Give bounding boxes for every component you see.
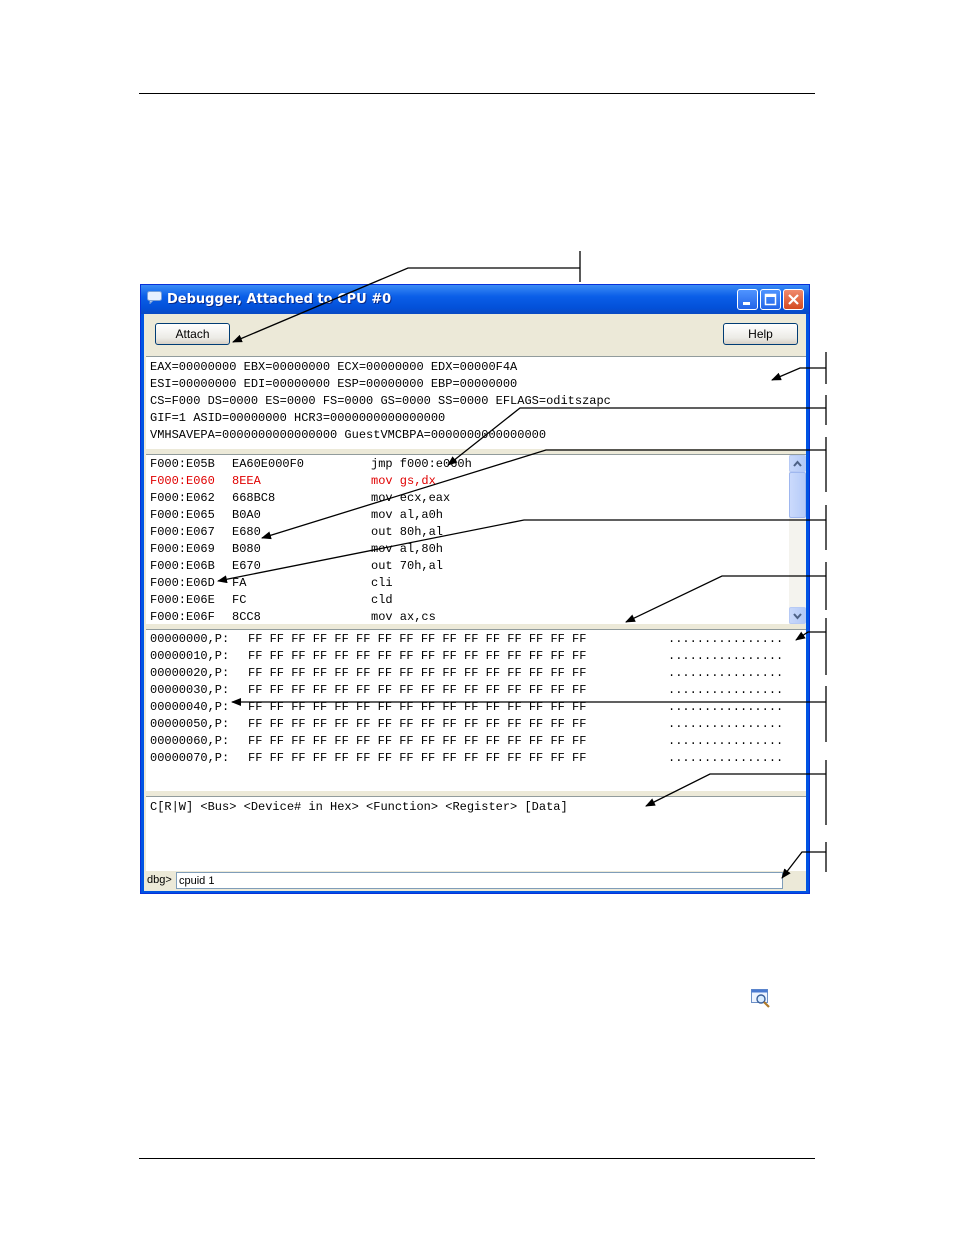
- maximize-button[interactable]: [760, 289, 781, 310]
- find-icon: [751, 989, 771, 1008]
- disassembly-bytes: 8CC8: [232, 610, 261, 624]
- memory-bytes: FF FF FF FF FF FF FF FF FF FF FF FF FF FF FF FF: [248, 700, 587, 714]
- disassembly-instruction: cld: [371, 593, 393, 607]
- memory-ascii: ................: [668, 683, 784, 697]
- disassembly-instruction: mov gs,dx: [371, 474, 436, 488]
- close-icon: [784, 290, 803, 309]
- memory-address: 00000010,P:: [150, 649, 230, 663]
- help-button[interactable]: Help: [723, 323, 798, 345]
- memory-address: 00000000,P:: [150, 632, 230, 646]
- disassembly-bytes: B0A0: [232, 508, 261, 522]
- disassembly-bytes: FC: [232, 593, 247, 607]
- memory-ascii: ................: [668, 632, 784, 646]
- scroll-down-button[interactable]: [789, 607, 806, 624]
- disassembly-address: F000:E06B: [150, 559, 215, 573]
- memory-ascii: ................: [668, 649, 784, 663]
- command-input[interactable]: [176, 872, 783, 889]
- memory-ascii: ................: [668, 666, 784, 680]
- disassembly-bytes: E680: [232, 525, 261, 539]
- scroll-thumb[interactable]: [789, 472, 806, 518]
- command-output-pane[interactable]: [146, 796, 806, 871]
- disassembly-instruction: mov al,80h: [371, 542, 444, 556]
- disassembly-instruction: jmp f000:e060h: [371, 457, 472, 471]
- disassembly-address: F000:E06F: [150, 610, 215, 624]
- disassembly-address: F000:E065: [150, 508, 215, 522]
- scroll-up-icon: [790, 456, 805, 471]
- register-line: ESI=00000000 EDI=00000000 ESP=00000000 EBP=00000000: [150, 377, 518, 391]
- footer-rule: [139, 1158, 815, 1159]
- attach-button[interactable]: Attach: [155, 323, 230, 345]
- memory-bytes: FF FF FF FF FF FF FF FF FF FF FF FF FF FF FF FF: [248, 751, 587, 765]
- debugger-window: [140, 284, 810, 894]
- minimize-button[interactable]: [737, 289, 758, 310]
- memory-address: 00000060,P:: [150, 734, 230, 748]
- memory-ascii: ................: [668, 734, 784, 748]
- memory-bytes: FF FF FF FF FF FF FF FF FF FF FF FF FF FF FF FF: [248, 649, 587, 663]
- memory-ascii: ................: [668, 751, 784, 765]
- scroll-up-button[interactable]: [789, 455, 806, 472]
- disassembly-scrollbar[interactable]: [789, 455, 806, 624]
- disassembly-address: F000:E06E: [150, 593, 215, 607]
- memory-bytes: FF FF FF FF FF FF FF FF FF FF FF FF FF FF FF FF: [248, 717, 587, 731]
- memory-bytes: FF FF FF FF FF FF FF FF FF FF FF FF FF FF FF FF: [248, 666, 587, 680]
- memory-bytes: FF FF FF FF FF FF FF FF FF FF FF FF FF FF FF FF: [248, 734, 587, 748]
- memory-address: 00000030,P:: [150, 683, 230, 697]
- disassembly-bytes: FA: [232, 576, 247, 590]
- memory-address: 00000070,P:: [150, 751, 230, 765]
- minimize-icon: [738, 290, 757, 309]
- memory-address: 00000040,P:: [150, 700, 230, 714]
- header-rule: [139, 93, 815, 94]
- disassembly-bytes: 668BC8: [232, 491, 276, 505]
- register-line: CS=F000 DS=0000 ES=0000 FS=0000 GS=0000 SS=0000 EFLAGS=oditszapc: [150, 394, 611, 408]
- memory-ascii: ................: [668, 700, 784, 714]
- disassembly-address: F000:E05B: [150, 457, 215, 471]
- disassembly-address: F000:E069: [150, 542, 215, 556]
- debugger-client-area: [144, 314, 806, 891]
- disassembly-address: F000:E067: [150, 525, 215, 539]
- memory-ascii: ................: [668, 717, 784, 731]
- disassembly-bytes: 8EEA: [232, 474, 261, 488]
- prompt-label: dbg>: [147, 874, 172, 886]
- close-button[interactable]: [783, 289, 804, 310]
- title-bar[interactable]: [141, 285, 809, 314]
- disassembly-bytes: E670: [232, 559, 261, 573]
- memory-bytes: FF FF FF FF FF FF FF FF FF FF FF FF FF FF FF FF: [248, 632, 587, 646]
- window-title: Debugger, Attached to CPU #0: [167, 292, 392, 307]
- memory-bytes: FF FF FF FF FF FF FF FF FF FF FF FF FF FF FF FF: [248, 683, 587, 697]
- scroll-down-icon: [790, 608, 805, 623]
- disassembly-pane[interactable]: [146, 454, 806, 624]
- disassembly-bytes: B080: [232, 542, 261, 556]
- disassembly-address: F000:E06D: [150, 576, 215, 590]
- disassembly-instruction: mov ecx,eax: [371, 491, 451, 505]
- memory-pane[interactable]: [146, 629, 806, 791]
- debugger-app-icon: [147, 291, 162, 304]
- memory-address: 00000020,P:: [150, 666, 230, 680]
- command-help-text: C[R|W] <Bus> <Device# in Hex> <Function> <Register> [Data]: [150, 800, 568, 814]
- maximize-icon: [761, 290, 780, 309]
- register-line: GIF=1 ASID=00000000 HCR3=0000000000000000: [150, 411, 446, 425]
- disassembly-instruction: cli: [371, 576, 393, 590]
- disassembly-address: F000:E062: [150, 491, 215, 505]
- registers-pane[interactable]: [146, 356, 806, 449]
- disassembly-instruction: out 80h,al: [371, 525, 444, 539]
- register-line: VMHSAVEPA=0000000000000000 GuestVMCBPA=0000000000000000: [150, 428, 547, 442]
- memory-address: 00000050,P:: [150, 717, 230, 731]
- disassembly-instruction: mov ax,cs: [371, 610, 436, 624]
- disassembly-bytes: EA60E000F0: [232, 457, 305, 471]
- register-line: EAX=00000000 EBX=00000000 ECX=00000000 EDX=00000F4A: [150, 360, 518, 374]
- disassembly-instruction: out 70h,al: [371, 559, 444, 573]
- disassembly-address: F000:E060: [150, 474, 215, 488]
- command-prompt-bar: [146, 871, 806, 891]
- disassembly-instruction: mov al,a0h: [371, 508, 444, 522]
